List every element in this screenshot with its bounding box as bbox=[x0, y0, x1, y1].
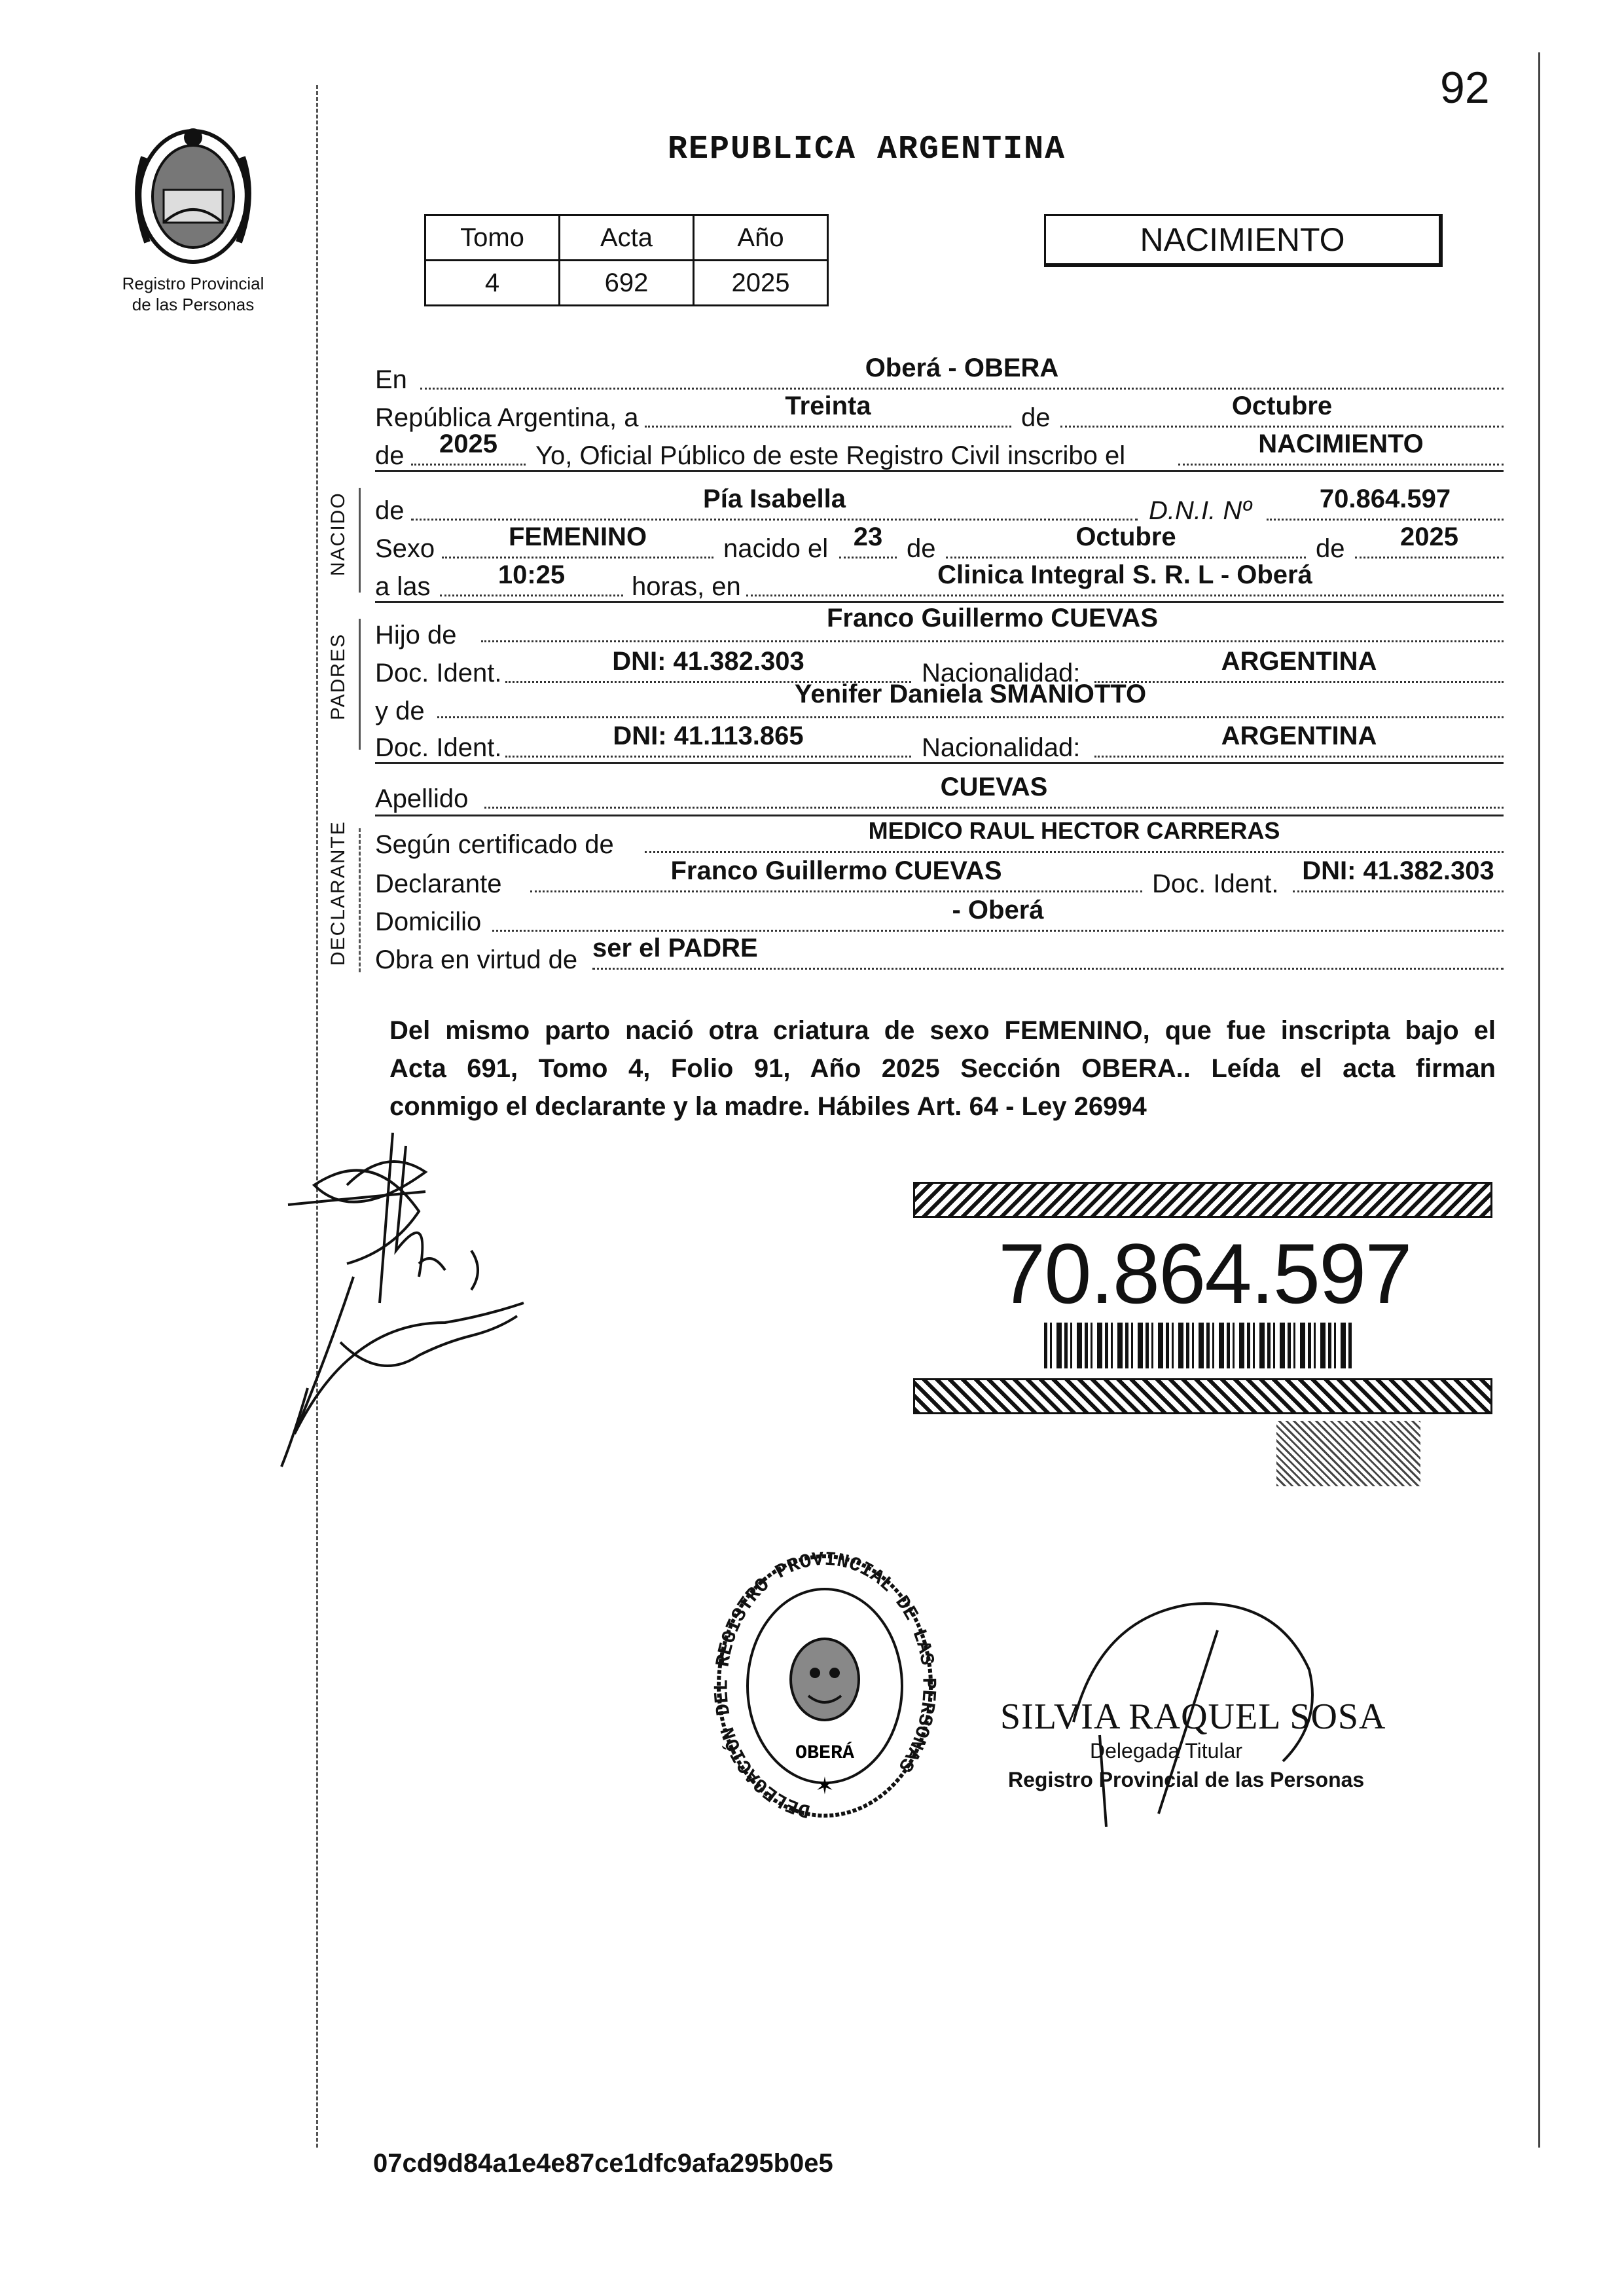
official-stamp bbox=[710, 1548, 939, 1823]
mother-name: Yenifer Daniela SMANIOTTO bbox=[437, 680, 1504, 718]
divider bbox=[375, 601, 1504, 603]
record-table-header: Año bbox=[694, 215, 828, 261]
security-number: 70.864.597 bbox=[998, 1226, 1411, 1321]
right-margin-line bbox=[1538, 52, 1540, 2148]
father-doc: DNI: 41.382.303 bbox=[505, 647, 911, 683]
divider bbox=[375, 470, 1504, 472]
record-table-header: Acta bbox=[560, 215, 694, 261]
label-domicilio: Domicilio bbox=[375, 907, 482, 936]
notes-line: Acta 691, Tomo 4, Folio 91, Año 2025 Sección OBERA.. Leída el acta firman bbox=[389, 1054, 1496, 1083]
signatory-name: SILVIA RAQUEL SOSA bbox=[1000, 1696, 1386, 1737]
record-type-box: NACIMIENTO bbox=[1044, 214, 1443, 267]
record-table-cell: 4 bbox=[425, 261, 560, 306]
label-a-las: a las bbox=[375, 572, 431, 601]
registry-logo bbox=[118, 118, 268, 275]
section-bracket bbox=[359, 828, 361, 972]
signatory-role: Delegada Titular bbox=[1090, 1739, 1243, 1763]
barcode bbox=[1044, 1323, 1352, 1368]
mother-nationality: ARGENTINA bbox=[1094, 722, 1504, 758]
child-sex: FEMENINO bbox=[442, 522, 713, 559]
label-de-year: de bbox=[375, 441, 405, 470]
birth-time: 10:25 bbox=[440, 560, 623, 596]
registration-day: Treinta bbox=[645, 392, 1011, 428]
label-de: de bbox=[1021, 403, 1051, 432]
declarant-doc: DNI: 41.382.303 bbox=[1293, 856, 1504, 892]
declarant-signature bbox=[275, 1107, 563, 1473]
record-table-cell: 2025 bbox=[694, 261, 828, 306]
registry-name-line2: de las Personas bbox=[132, 295, 255, 314]
label-de: de bbox=[1316, 534, 1345, 563]
province-seal-icon bbox=[118, 118, 268, 275]
section-bracket bbox=[359, 488, 361, 593]
divider bbox=[375, 815, 1504, 816]
child-name: Pía Isabella bbox=[411, 485, 1138, 521]
label-hijo-de: Hijo de bbox=[375, 621, 457, 650]
label-nacionalidad: Nacionalidad: bbox=[922, 659, 1081, 687]
declarant-role: ser el PADRE bbox=[592, 934, 1504, 970]
declarant-name: Franco Guillermo CUEVAS bbox=[530, 856, 1142, 892]
label-oficial: Yo, Oficial Público de este Registro Civil inscribo el bbox=[535, 441, 1126, 470]
security-band-top bbox=[913, 1182, 1492, 1218]
child-dni: 70.864.597 bbox=[1267, 485, 1504, 521]
document-hash: 07cd9d84a1e4e87ce1dfc9afa295b0e5 bbox=[373, 2149, 833, 2178]
birth-year: 2025 bbox=[1355, 522, 1504, 559]
label-doc-ident: Doc. Ident. bbox=[375, 659, 502, 687]
record-table-cell: 692 bbox=[560, 261, 694, 306]
label-doc-ident: Doc. Ident. bbox=[375, 733, 502, 762]
security-band-bottom bbox=[913, 1378, 1492, 1414]
birth-month: Octubre bbox=[946, 522, 1306, 559]
security-pattern bbox=[1276, 1421, 1420, 1486]
birth-place-city: Oberá - OBERA bbox=[420, 354, 1504, 390]
section-label-padres: PADRES bbox=[327, 632, 349, 720]
registry-name-line1: Registro Provincial bbox=[122, 274, 264, 293]
section-label-nacido: NACIDO bbox=[327, 492, 349, 576]
notes-line: Del mismo parto nació otra criatura de sexo FEMENINO, que fue inscripta bajo el bbox=[389, 1016, 1496, 1045]
stamp-emblem-icon bbox=[791, 1639, 859, 1720]
inscription-type: NACIMIENTO bbox=[1178, 430, 1504, 466]
label-apellido: Apellido bbox=[375, 784, 469, 813]
stamp-city: OBERÁ bbox=[795, 1742, 855, 1765]
section-bracket bbox=[359, 619, 361, 750]
label-nacionalidad: Nacionalidad: bbox=[922, 733, 1081, 762]
label-dni: D.N.I. Nº bbox=[1149, 496, 1252, 525]
divider bbox=[375, 762, 1504, 764]
registration-year: 2025 bbox=[411, 430, 526, 466]
section-label-declarante: DECLARANTE bbox=[327, 820, 349, 966]
declarant-address: - Oberá bbox=[492, 896, 1504, 932]
label-doc-ident: Doc. Ident. bbox=[1152, 870, 1279, 898]
mother-doc: DNI: 41.113.865 bbox=[505, 722, 911, 758]
record-table-header: Tomo bbox=[425, 215, 560, 261]
label-horas-en: horas, en bbox=[632, 572, 741, 601]
certificate-issuer: MEDICO RAUL HECTOR CARRERAS bbox=[645, 817, 1504, 853]
birth-day: 23 bbox=[839, 522, 897, 559]
surname: CUEVAS bbox=[484, 773, 1504, 809]
label-en: En bbox=[375, 365, 407, 394]
label-de: de bbox=[907, 534, 936, 563]
star-icon: ✶ bbox=[814, 1772, 835, 1799]
father-name: Franco Guillermo CUEVAS bbox=[481, 604, 1504, 642]
father-nationality: ARGENTINA bbox=[1094, 647, 1504, 683]
label-republica: República Argentina, a bbox=[375, 403, 639, 432]
label-declarante: Declarante bbox=[375, 870, 502, 898]
signatory-office: Registro Provincial de las Personas bbox=[1008, 1768, 1365, 1791]
label-sexo: Sexo bbox=[375, 534, 435, 563]
page-title: REPUBLICA ARGENTINA bbox=[668, 131, 1066, 168]
page-number: 92 bbox=[1440, 63, 1490, 113]
security-label bbox=[913, 1182, 1492, 1431]
stamp-ring-text: DELEGACIÓN DEL REGISTRO PROVINCIAL DE LAS PERSONAS bbox=[711, 1548, 939, 1822]
label-nacido-el: nacido el bbox=[723, 534, 829, 563]
label-de-name: de bbox=[375, 496, 405, 525]
notes-line: conmigo el declarante y la madre. Hábiles Art. 64 - Ley 26994 bbox=[389, 1092, 1147, 1121]
registration-month: Octubre bbox=[1060, 392, 1504, 428]
label-y-de: y de bbox=[375, 697, 425, 725]
record-table bbox=[424, 214, 829, 306]
label-obra-en-virtud: Obra en virtud de bbox=[375, 945, 578, 974]
birth-facility: Clinica Integral S. R. L - Oberá bbox=[746, 560, 1504, 596]
label-segun-certificado: Según certificado de bbox=[375, 830, 614, 859]
